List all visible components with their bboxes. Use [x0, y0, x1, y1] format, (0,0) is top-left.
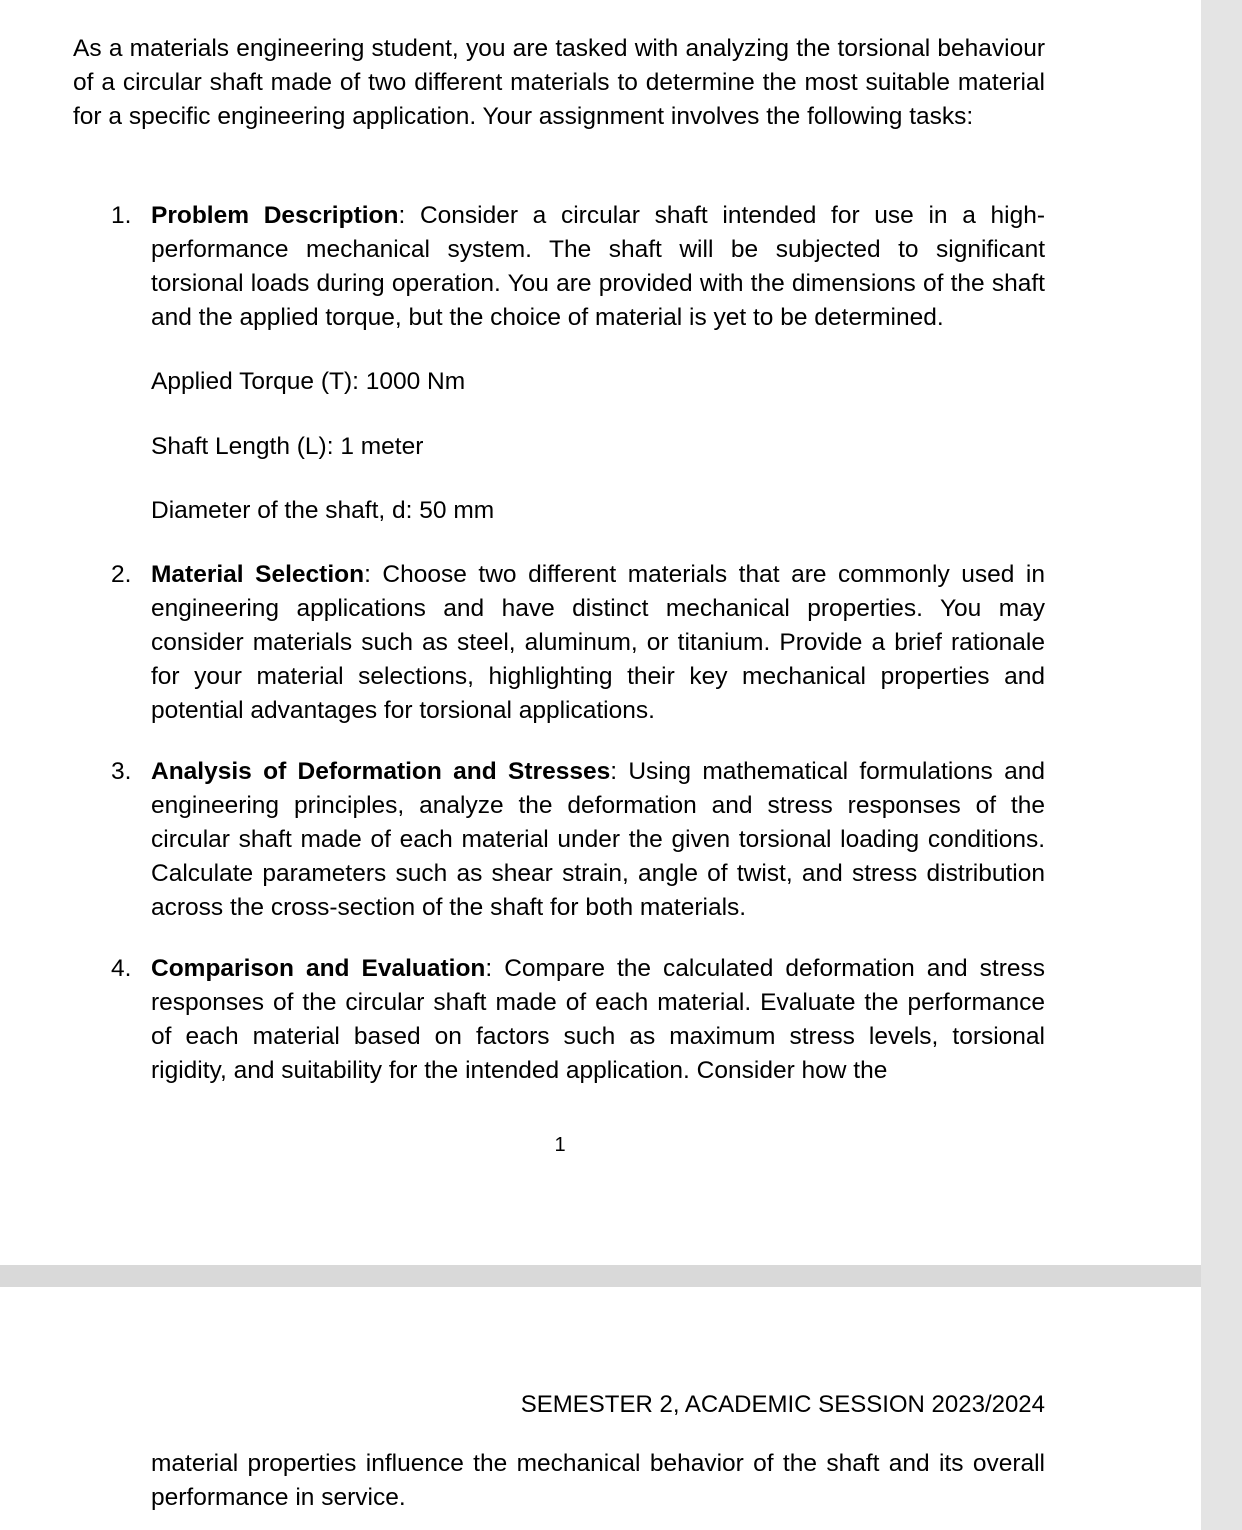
- task-title: Material Selection: [151, 561, 365, 588]
- task-number: 1.: [111, 202, 132, 229]
- task-number: 4.: [111, 955, 132, 982]
- given-length: Shaft Length (L): 1 meter: [151, 433, 424, 460]
- given-diameter: Diameter of the shaft, d: 50 mm: [151, 497, 495, 524]
- continuation-paragraph: material properties influence the mechanical behavior of the shaft and its overall performance in service.: [151, 1450, 1045, 1512]
- task-title: Problem Description: [151, 202, 399, 229]
- task-title: Comparison and Evaluation: [151, 955, 486, 982]
- task-item-1: [111, 199, 1045, 335]
- task-text: : Using mathematical formulations and engineering principles, analyze the deformation and stress responses of the circular shaft made of each material under the given torsional loading conditions. Calculate parameters such as shear strain, angle of twist, and stress distribution across the cross-section of the shaft for both materials.: [151, 758, 1045, 922]
- task-item-2: [111, 558, 1045, 728]
- page-header: SEMESTER 2, ACADEMIC SESSION 2023/2024: [520, 1391, 1045, 1418]
- page-number: 1: [554, 1134, 566, 1156]
- task-text: : Compare the calculated deformation and stress responses of the circular shaft made of each material. Evaluate the performance of each material based on factors such as maximum stress levels, torsional rigidity, and suitability for the intended application. Consider how the: [151, 955, 1046, 1085]
- intro-paragraph: As a materials engineering student, you are tasked with analyzing the torsional behaviour of a circular shaft made of two different materials to determine the most suitable material for a specific engineering application. Your assignment involves the following tasks:: [73, 35, 1045, 131]
- task-text: : Consider a circular shaft intended for use in a high-performance mechanical system. The shaft will be subjected to significant torsional loads during operation. You are provided with the dimensions of the shaft and the applied torque, but the choice of material is yet to be determined.: [151, 202, 1045, 332]
- given-torque: Applied Torque (T): 1000 Nm: [151, 368, 466, 395]
- task-title: Analysis of Deformation and Stresses: [151, 758, 611, 785]
- task-number: 3.: [111, 758, 132, 785]
- task-item-3: [111, 755, 1045, 925]
- scrollbar-track[interactable]: [1201, 0, 1242, 1530]
- task-item-4: [111, 952, 1046, 1088]
- document-page-2: [0, 1287, 1201, 1530]
- task-number: 2.: [111, 561, 132, 588]
- task-text: : Choose two different materials that are commonly used in engineering applications and have distinct mechanical properties. You may consider materials such as steel, aluminum, or titanium. Provide a brief rationale for your material selections, highlighting their key mechanical properties and potential advantages for torsional applications.: [151, 561, 1045, 725]
